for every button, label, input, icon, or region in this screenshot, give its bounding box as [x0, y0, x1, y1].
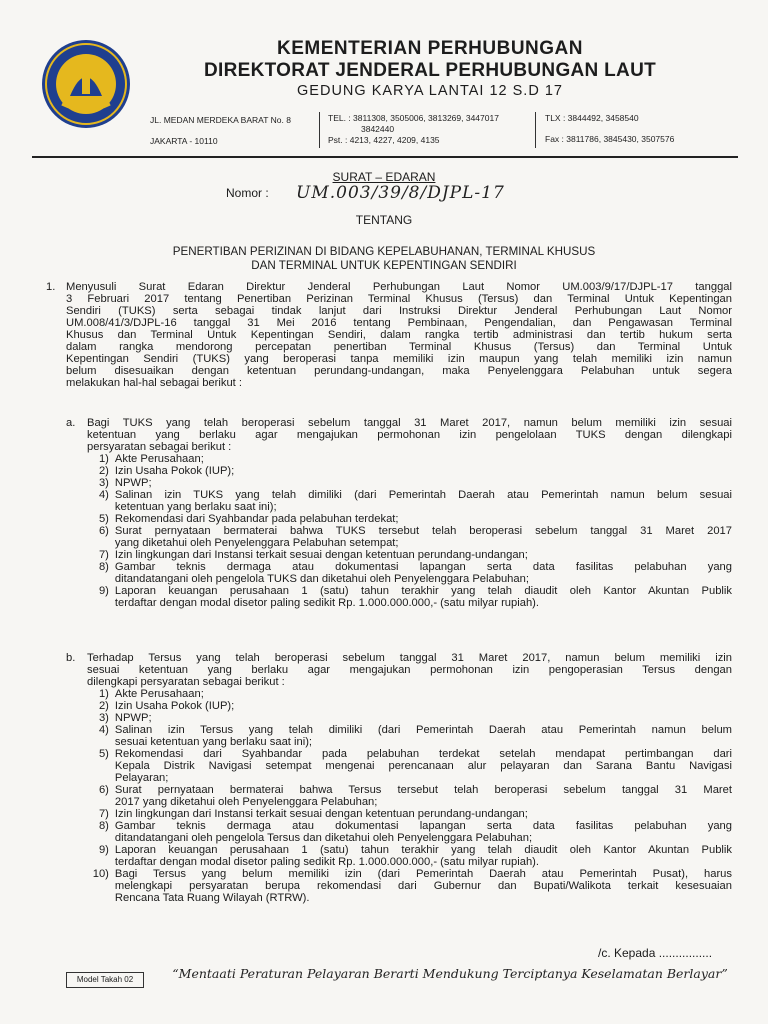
directorate-name: DIREKTORAT JENDERAL PERHUBUNGAN LAUT	[203, 60, 657, 81]
text-line: ketentuan yang berlaku saat ini);	[114, 501, 277, 513]
list-item-number: 5)	[98, 513, 109, 525]
text-line: Terhadap Tersus yang telah beroperasi sebelum tanggal 31 Maret 2017, namun belum memiliki izin	[87, 652, 732, 664]
nomor-value: UM.003/39/8/DJPL-17	[296, 183, 505, 203]
text-line: Surat pernyataan bermaterai bahwa Tersus tersebut telah beroperasi sebelum tanggal 31 Maret	[114, 784, 732, 796]
list-item-number: 3)	[98, 477, 109, 489]
letterhead-rule	[32, 156, 738, 158]
list-item-number: 6)	[98, 784, 109, 796]
text-line: ketentuan yang berlaku agar mengajukan permohonan izin pengelolaan TUKS dengan dilengkapi	[87, 429, 732, 441]
list-item-text	[115, 513, 732, 525]
list-item-text	[115, 561, 732, 585]
text-line: Laporan keuangan perusahaan 1 (satu) tahun terakhir yang telah diaudit oleh Kantor Akuntan Publik	[114, 844, 732, 856]
list-item	[87, 688, 732, 700]
list-item-text	[115, 808, 732, 820]
list-item-text	[115, 748, 732, 784]
paragraph-number: 1.	[46, 281, 56, 293]
subject-line: PENERTIBAN PERIZINAN DI BIDANG KEPELABUHANAN, TERMINAL KHUSUS	[172, 245, 596, 258]
list-item	[87, 465, 732, 477]
text-line: Izin Usaha Pokok (IUP);	[114, 700, 235, 712]
ministry-name: KEMENTERIAN PERHUBUNGAN	[276, 38, 583, 59]
document-type	[0, 170, 768, 184]
text-line: Akte Perusahaan;	[114, 453, 204, 465]
fax-numbers: Fax : 3811786, 3845430, 3507576	[545, 134, 675, 144]
telex-numbers: TLX : 3844492, 3458540	[545, 113, 639, 123]
text-line: Salinan izin Tersus yang telah dimiliki (dari Pemerintah Daerah atau Pemerintah namun belum	[114, 724, 732, 736]
document-type-label: SURAT – EDARAN	[332, 170, 436, 184]
ministry-emblem-icon	[40, 38, 132, 130]
text-line: NPWP;	[114, 477, 152, 489]
address-divider	[319, 112, 320, 148]
list-item	[87, 808, 732, 820]
motto: “Mentaati Peraturan Pelayaran Berarti Mendukung Terciptanya Keselamatan Berlayar”	[172, 966, 728, 981]
list-item-text	[115, 489, 732, 513]
subparagraph-letter: b.	[66, 652, 76, 664]
list-item	[87, 868, 732, 904]
text-line: ditandatangani oleh pengelola Tersus dan diketahui oleh Penyelenggara Pelabuhan;	[114, 832, 533, 844]
text-line: NPWP;	[114, 712, 152, 724]
list-item	[87, 712, 732, 724]
list-item-number: 3)	[98, 712, 109, 724]
list-item-text	[115, 549, 732, 561]
list-item	[87, 453, 732, 465]
list-item	[87, 585, 732, 609]
list-item-text	[115, 585, 732, 609]
text-line: yang diketahui oleh Penyelenggara Pelabuhan setempat;	[114, 537, 399, 549]
list-item	[87, 489, 732, 513]
phone-numbers: TEL. : 3811308, 3505006, 3813269, 3447017	[328, 113, 499, 123]
list-item	[87, 748, 732, 784]
list-item-number: 2)	[98, 465, 109, 477]
text-line: Kepentingan Sendiri (TUKS) yang beroperasi tanpa memiliki izin maupun yang telah memiliki izin namun	[66, 353, 732, 365]
text-line: Bagi TUKS yang telah beroperasi sebelum tanggal 31 Maret 2017, namun belum memiliki izin sesuai	[87, 417, 732, 429]
list-item-number: 5)	[98, 748, 109, 760]
list-item	[87, 477, 732, 489]
text-line: Rekomendasi dari Syahbandar pada pelabuhan terdekat setelah mendapat pertimbangan dari	[114, 748, 732, 760]
list-item-text	[115, 868, 732, 904]
building-name: GEDUNG KARYA LANTAI 12 S.D 17	[297, 83, 563, 99]
tentang-label: TENTANG	[355, 213, 413, 227]
list-item	[87, 724, 732, 748]
list-item-text	[115, 700, 732, 712]
list-item-number: 4)	[98, 724, 109, 736]
list-item-number: 10)	[92, 868, 109, 880]
list-item-number: 8)	[98, 820, 109, 832]
text-line: terdaftar dengan modal disetor paling sedikit Rp. 1.000.000.000,- (satu milyar rupiah).	[114, 597, 540, 609]
text-line: Akte Perusahaan;	[114, 688, 204, 700]
list-item-text	[115, 712, 732, 724]
text-line: Rencana Tata Ruang Wilayah (RTRW).	[114, 892, 310, 904]
list-item-number: 6)	[98, 525, 109, 537]
list-item-number: 7)	[98, 808, 109, 820]
list-item-text	[115, 844, 732, 868]
list-item-text	[115, 724, 732, 748]
text-line: Surat pernyataan bermaterai bahwa TUKS tersebut telah beroperasi sebelum tanggal 31 Maret 2017	[114, 525, 732, 537]
text-line: terdaftar dengan modal disetor paling sedikit Rp. 1.000.000.000,- (satu milyar rupiah).	[114, 856, 540, 868]
text-line: persyaratan sebagai berikut :	[87, 441, 232, 453]
nomor-label: Nomor :	[226, 186, 269, 200]
list-item	[87, 513, 732, 525]
text-line: belum disesuaikan dengan ketentuan perundang-undangan, maka Penyelenggara Pelabuhan untuk segera	[66, 365, 732, 377]
model-takah-box: Model Takah 02	[66, 972, 144, 988]
list-item-number: 7)	[98, 549, 109, 561]
list-item-number: 9)	[98, 585, 109, 597]
text-line: Salinan izin TUKS yang telah dimiliki (dari Pemerintah Daerah atau Pemerintah namun belum sesuai	[114, 489, 732, 501]
phone-numbers-cont: 3842440	[361, 124, 395, 134]
text-line: Izin Usaha Pokok (IUP);	[114, 465, 235, 477]
continuation-note: /c. Kepada ................	[598, 946, 713, 960]
pst-numbers: Pst. : 4213, 4227, 4209, 4135	[328, 135, 440, 145]
list-item-number: 1)	[98, 688, 109, 700]
list-item	[87, 700, 732, 712]
text-line: Menyusuli Surat Edaran Direktur Jenderal Perhubungan Laut Nomor UM.003/9/17/DJPL-17 tanggal	[66, 281, 732, 293]
text-line: Khusus dan Terminal Untuk Kepentingan Sendiri, dalam rangka tertib administrasi dan tertib hukum serta	[66, 329, 732, 341]
list-item-text	[115, 477, 732, 489]
list-item-number: 8)	[98, 561, 109, 573]
text-line: Gambar teknis dermaga atau dokumentasi lapangan serta data fasilitas pelabuhan yang	[114, 820, 732, 832]
subparagraph-letter: a.	[66, 417, 76, 429]
text-line: sesuai ketentuan yang berlaku saat ini);	[114, 736, 313, 748]
paragraph-a	[87, 417, 732, 609]
list-item-number: 4)	[98, 489, 109, 501]
list-item-text	[115, 453, 732, 465]
text-line: Izin lingkungan dari Instansi terkait sesuai dengan ketentuan perundang-undangan;	[114, 808, 528, 820]
paragraph-1	[66, 281, 732, 389]
list-item	[87, 549, 732, 561]
address-street: JL. MEDAN MERDEKA BARAT No. 8	[150, 115, 291, 125]
list-item-text	[115, 465, 732, 477]
text-line: dilengkapi persyaratan sebagai berikut :	[87, 676, 285, 688]
text-line: Rekomendasi dari Syahbandar pada pelabuhan terdekat;	[114, 513, 399, 525]
phone-divider	[535, 112, 536, 148]
text-line: sesuai ketentuan yang berlaku agar mengajukan permohonan izin pengoperasian Tersus dengan	[87, 664, 732, 676]
subject-line: DAN TERMINAL UNTUK KEPENTINGAN SENDIRI	[251, 259, 517, 272]
list-item-text	[115, 688, 732, 700]
text-line: Gambar teknis dermaga atau dokumentasi lapangan serta data fasilitas pelabuhan yang	[114, 561, 732, 573]
list-item	[87, 784, 732, 808]
list-item	[87, 844, 732, 868]
list-item-number: 1)	[98, 453, 109, 465]
text-line: Izin lingkungan dari Instansi terkait sesuai dengan ketentuan perundang-undangan;	[114, 549, 528, 561]
text-line: UM.008/41/3/DJPL-16 tanggal 31 Mei 2016 tentang Pembinaan, Pengendalian, dan Pengawasan Terminal	[66, 317, 732, 329]
text-line: Sendiri (TUKS) serta sebagai tindak lanjut dari Instruksi Direktur Jenderal Perhubungan Laut Nomor	[66, 305, 732, 317]
list-item-number: 9)	[98, 844, 109, 856]
text-line: dalam rangka mendorong percepatan penertiban Terminal Khusus (Tersus) dan Terminal Untuk	[66, 341, 732, 353]
text-line: ditandatangani oleh pengelola TUKS dan diketahui oleh Penyelenggara Pelabuhan;	[114, 573, 529, 585]
address-city: JAKARTA - 10110	[150, 136, 218, 146]
list-item	[87, 561, 732, 585]
text-line: melakukan hal-hal sebagai berikut :	[66, 377, 242, 389]
list-item-text	[115, 784, 732, 808]
text-line: Laporan keuangan perusahaan 1 (satu) tahun terakhir yang telah diaudit oleh Kantor Akuntan Publik	[114, 585, 732, 597]
list-item	[87, 525, 732, 549]
text-line: melengkapi persyaratan berupa rekomendasi dari Gubernur dan Bupati/Walikota terkait kesesuaian	[114, 880, 732, 892]
list-item	[87, 820, 732, 844]
text-line: Bagi Tersus yang belum memiliki izin (dari Pemerintah Daerah atau Pemerintah Pusat), harus	[114, 868, 732, 880]
text-line: Pelayaran;	[114, 772, 169, 784]
list-item-text	[115, 525, 732, 549]
text-line: 3 Februari 2017 tentang Penertiban Perizinan Terminal Khusus (Tersus) dan Terminal Untuk Kepentingan	[66, 293, 732, 305]
text-line: Kepala Distrik Navigasi setempat mengenai perencanaan alur pelayaran dan Sarana Bantu Navigasi	[114, 760, 732, 772]
list-item-number: 2)	[98, 700, 109, 712]
text-line: 2017 yang diketahui oleh Penyelenggara Pelabuhan;	[114, 796, 378, 808]
list-item-text	[115, 820, 732, 844]
paragraph-b	[87, 652, 732, 904]
